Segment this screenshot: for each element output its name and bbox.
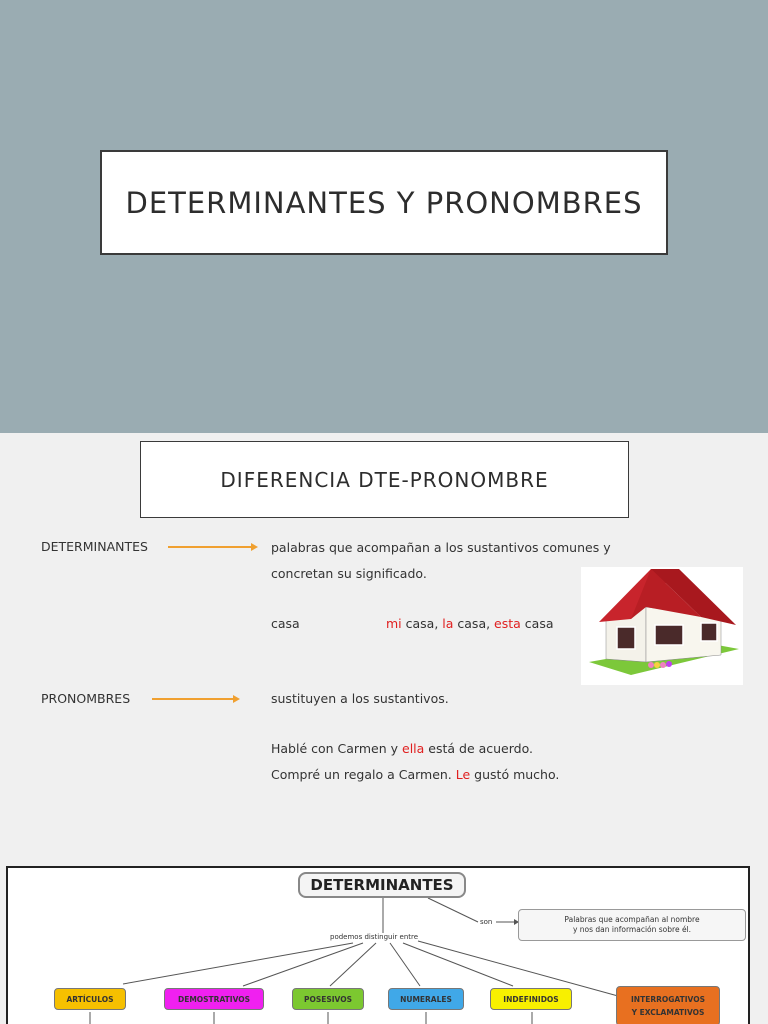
pronoun: Le <box>455 767 471 782</box>
determinantes-definition-2: concretan su significado. <box>271 566 427 581</box>
title-box <box>100 150 668 255</box>
subtitle-box <box>140 441 629 518</box>
example-word: casa <box>271 616 300 631</box>
example-rest: casa <box>520 616 554 631</box>
example-det: la <box>442 616 454 631</box>
category-label-line-1: INTERROGATIVOS <box>631 995 705 1004</box>
definition-line-2: y nos dan información sobre él. <box>572 925 692 934</box>
category-interrogativos <box>616 986 720 1024</box>
determinant-examples <box>386 616 554 631</box>
category-numerales: NUMERALES <box>388 988 464 1010</box>
pronombres-definition: sustituyen a los sustantivos. <box>271 691 449 706</box>
concept-map-title: DETERMINANTES <box>298 872 466 898</box>
sentence-text: Compré un regalo a Carmen. <box>271 767 456 782</box>
pronoun: ella <box>402 741 425 756</box>
pronoun-sentence-2 <box>271 767 559 782</box>
son-label: son <box>480 918 493 926</box>
page-title: DETERMINANTES Y PRONOMBRES <box>125 185 643 220</box>
category-articulos: ARTÍCULOS <box>54 988 126 1010</box>
example-det: mi <box>386 616 402 631</box>
pronoun-sentence-1 <box>271 741 533 756</box>
pronombres-label: PRONOMBRES <box>41 691 131 706</box>
difference-slide <box>0 433 768 833</box>
house-icon <box>581 567 743 685</box>
sentence-text: está de acuerdo. <box>424 741 534 756</box>
definition-line-1: Palabras que acompañan al nombre <box>564 915 700 924</box>
example-rest: casa, <box>401 616 443 631</box>
sentence-text: Hablé con Carmen y <box>271 741 402 756</box>
determinantes-label: DETERMINANTES <box>41 539 148 554</box>
distinguish-label: podemos distinguir entre <box>330 933 419 941</box>
category-label-line-2: Y EXCLAMATIVOS <box>631 1008 705 1017</box>
determinantes-definition-1: palabras que acompañan a los sustantivos comunes y <box>271 540 611 555</box>
concept-map-slide <box>6 866 750 1024</box>
title-slide <box>0 0 768 433</box>
arrow-icon <box>152 698 234 700</box>
example-rest: casa, <box>453 616 495 631</box>
category-posesivos: POSESIVOS <box>292 988 364 1010</box>
house-image <box>581 567 743 685</box>
arrow-icon <box>168 546 252 548</box>
category-demostrativos: DEMOSTRATIVOS <box>164 988 264 1010</box>
definition-box <box>518 909 746 941</box>
category-indefinidos: INDEFINIDOS <box>490 988 572 1010</box>
example-det: esta <box>494 616 521 631</box>
slide-subtitle: DIFERENCIA DTE-PRONOMBRE <box>220 467 549 492</box>
sentence-text: gustó mucho. <box>470 767 560 782</box>
